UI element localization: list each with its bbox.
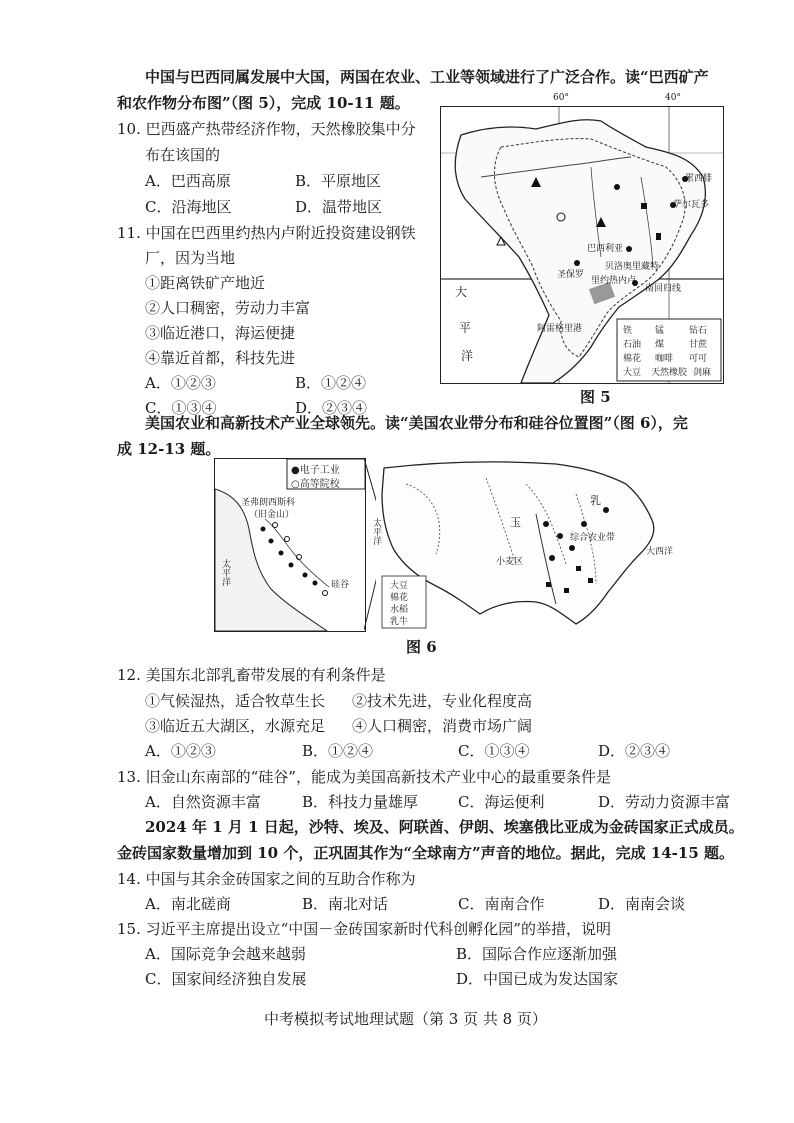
fig5-label-rio: 里约热内卢	[591, 276, 637, 286]
q13-option-d[interactable]: D．劳动力资源丰富	[598, 793, 731, 811]
q14-stem: 14. 中国与其余金砖国家之间的互助合作称为	[117, 870, 416, 888]
q12-statement-3: ③临近五大湖区，水源充足	[145, 717, 326, 735]
fig6-legend-0: 大豆	[390, 581, 409, 591]
q12-option-c[interactable]: C．①③④	[458, 742, 530, 760]
fig5-label-belo: 贝洛奥里藏特	[605, 262, 660, 272]
q12-statement-1: ①气候湿热，适合牧草生长	[145, 692, 326, 710]
fig5-caption: 图 5	[580, 388, 611, 406]
fig5-legend-2: 钻石	[689, 326, 708, 336]
intro3-line1: 2024 年 1 月 1 日起，沙特、埃及、阿联酋、伊朗、埃塞俄比亚成为金砖国家正式成员。	[145, 818, 744, 836]
us-label-dairy: 乳	[590, 494, 601, 507]
q12-option-d[interactable]: D．②③④	[598, 742, 671, 760]
fig5-label-ocean3: 洋	[461, 349, 474, 363]
q12-statement-2: ②技术先进，专业化程度高	[352, 692, 533, 710]
fig5-lon-40: 40°	[665, 93, 681, 103]
q11-stem1: 11. 中国在巴西里约热内卢附近投资建设钢铁	[117, 224, 416, 242]
inset-label-pacific: 太平洋	[220, 559, 230, 586]
q11-option-d[interactable]: D．②③④	[295, 399, 368, 417]
q10-option-d[interactable]: D．温带地区	[295, 198, 383, 216]
q11-option-b[interactable]: B．①②④	[295, 374, 367, 392]
inset-label-silicon-valley: 硅谷	[331, 580, 350, 590]
fig5-legend-8: 可可	[689, 354, 708, 364]
fig5-label-brasilia: 巴西利亚	[587, 244, 624, 254]
us-map-drawing	[376, 454, 672, 630]
figure-6-us-map	[371, 454, 674, 630]
brazil-map-drawing	[441, 107, 723, 383]
q15-stem: 15. 习近平主席提出设立“中国－金砖国家新时代科创孵化园”的举措，说明	[117, 920, 611, 938]
us-label-corn: 玉	[510, 516, 521, 529]
inset-legend-universities: ○高等院校	[291, 479, 340, 490]
q15-option-d[interactable]: D．中国已成为发达国家	[456, 970, 619, 988]
us-label-wheat: 小麦区	[496, 557, 524, 567]
q15-option-c[interactable]: C．国家间经济独自发展	[145, 970, 307, 988]
q10-option-c[interactable]: C．沿海地区	[145, 198, 232, 216]
inset-label-sf: 圣弗朗西斯科	[241, 498, 296, 508]
fig5-label-tropic: 南回归线	[645, 284, 682, 294]
q11-statement-1: ①距离铁矿产地近	[145, 274, 266, 292]
q10-stem1: 10. 巴西盛产热带经济作物，天然橡胶集中分	[117, 120, 416, 138]
q14-option-d[interactable]: D．南南会谈	[598, 895, 686, 913]
fig6-legend-1: 棉花	[390, 593, 409, 603]
fig5-legend-0: 铁	[623, 326, 633, 336]
q10-option-a[interactable]: A．巴西高原	[145, 172, 231, 190]
fig5-legend-1: 锰	[655, 326, 665, 336]
q13-option-c[interactable]: C．海运便利	[458, 793, 545, 811]
fig6-legend-2: 水稻	[390, 605, 409, 615]
inset-legend-electronics: ●电子工业	[291, 465, 340, 476]
fig5-label-ocean2: 平	[459, 321, 472, 335]
intro2-line2: 成 12-13 题。	[117, 440, 221, 458]
fig5-label-sao: 圣保罗	[557, 270, 585, 280]
fig5-lon-60: 60°	[553, 93, 569, 103]
fig5-legend-10: 天然橡胶	[651, 368, 688, 378]
fig5-legend-11: 剑麻	[693, 368, 712, 378]
q13-option-a[interactable]: A．自然资源丰富	[145, 793, 261, 811]
fig6-caption: 图 6	[406, 638, 437, 656]
figure-6-inset-silicon-valley	[214, 458, 366, 632]
intro1-line1: 中国与巴西同属发展中大国，两国在农业、工业等领域进行了广泛合作。读“巴西矿产	[145, 68, 709, 86]
intro2-line1: 美国农业和高新技术产业全球领先。读“美国农业带分布和硅谷位置图”（图 6），完	[145, 414, 688, 432]
q11-statement-3: ③临近港口，海运便捷	[145, 324, 296, 342]
fig5-label-recife: 累西腓	[685, 174, 713, 184]
fig5-legend-4: 煤	[655, 340, 665, 350]
fig5-legend-3: 石油	[623, 340, 642, 350]
us-label-atlantic: 大西洋	[646, 547, 674, 557]
page-footer: 中考模拟考试地理试题（第 3 页 共 8 页）	[264, 1010, 547, 1028]
inset-label-sf2: （旧金山）	[249, 510, 295, 520]
fig5-label-ocean1: 大	[455, 285, 468, 299]
fig5-label-porto: 阿雷格里港	[537, 324, 583, 334]
q11-option-c[interactable]: C．①③④	[145, 399, 217, 417]
fig6-legend-3: 乳牛	[390, 617, 409, 627]
us-label-pacific: 太平洋	[371, 518, 381, 545]
intro3-line2: 金砖国家数量增加到 10 个，正巩固其作为“全球南方”声音的地位。据此，完成 14-15 题。	[117, 844, 734, 862]
q15-option-a[interactable]: A．国际竞争会越来越弱	[145, 945, 306, 963]
q12-option-b[interactable]: B．①②④	[302, 742, 374, 760]
q12-option-a[interactable]: A．①②③	[145, 742, 216, 760]
q13-stem: 13. 旧金山东南部的“硅谷”，能成为美国高新技术产业中心的最重要条件是	[117, 768, 611, 786]
q10-option-b[interactable]: B．平原地区	[295, 172, 382, 190]
inset-dots	[215, 459, 365, 631]
q15-option-b[interactable]: B．国际合作应逐渐加强	[456, 945, 618, 963]
q14-option-a[interactable]: A．南北磋商	[145, 895, 231, 913]
q11-statement-2: ②人口稠密，劳动力丰富	[145, 299, 311, 317]
fig5-label-salvador: 萨尔瓦多	[673, 200, 710, 210]
q11-stem2: 厂，因为当地	[145, 249, 236, 267]
q12-stem: 12. 美国东北部乳畜带发展的有利条件是	[117, 666, 386, 684]
fig5-legend-9: 大豆	[623, 368, 642, 378]
fig5-legend-6: 棉花	[623, 354, 642, 364]
q10-stem2: 布在该国的	[145, 146, 221, 164]
us-label-mixed: 综合农业带	[570, 533, 616, 543]
fig5-legend-7: 咖啡	[655, 354, 674, 364]
figure-5-brazil-map	[440, 93, 724, 384]
q11-option-a[interactable]: A．①②③	[145, 374, 216, 392]
q14-option-c[interactable]: C．南南合作	[458, 895, 545, 913]
q14-option-b[interactable]: B．南北对话	[302, 895, 389, 913]
fig5-legend-5: 甘蔗	[689, 340, 708, 350]
q12-statement-4: ④人口稠密，消费市场广阔	[352, 717, 533, 735]
q13-option-b[interactable]: B．科技力量雄厚	[302, 793, 419, 811]
intro1-line2: 和农作物分布图”（图 5），完成 10-11 题。	[117, 94, 410, 112]
q11-statement-4: ④靠近首都，科技先进	[145, 349, 296, 367]
